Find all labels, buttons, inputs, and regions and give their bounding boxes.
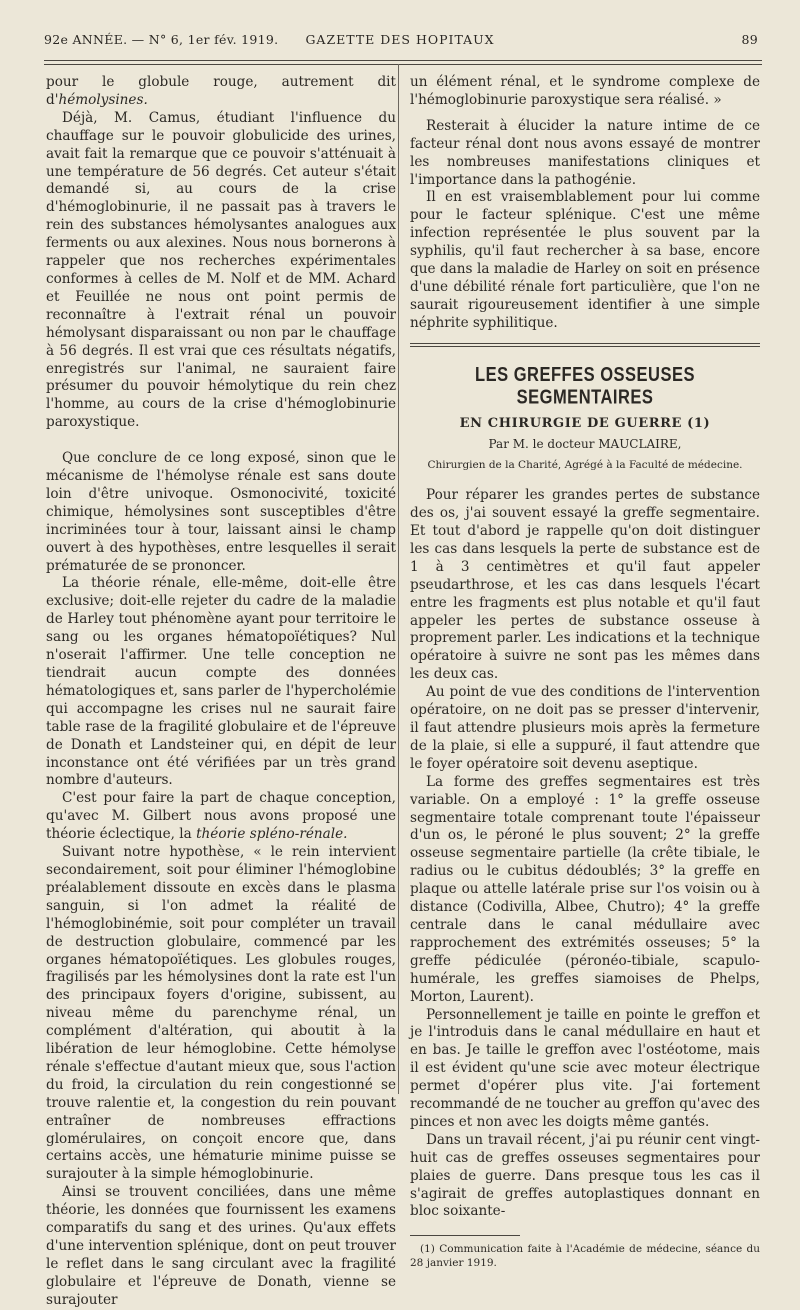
paragraph: Resterait à élucider la nature intime de ce facteur rénal dont nous avons essayé de montrer les nombreuses manifestations cliniques et l'importance dans la pathogénie. bbox=[410, 117, 760, 188]
issue-info: 92e ANNÉE. — N° 6, 1er fév. 1919. bbox=[44, 32, 279, 47]
paragraph: C'est pour faire la part de chaque conception, qu'avec M. Gilbert nous avons proposé une théorie éclectique, la théorie spléno-rénale. bbox=[46, 790, 396, 843]
author-affiliation: Chirurgien de la Charité, Agrégé à la Faculté de médecine. bbox=[427, 459, 743, 472]
paragraph: Pour réparer les grandes pertes de substance des os, j'ai souvent essayé la greffe segmentaire. Et tout d'abord je rappelle qu'on doit distinguer les cas dans lesquels la perte de substance est de 1 à 3 centimètres et qu'il faut appeler pseudarthrose, et les cas dans lesquels l'écart entre les fragments est plus notable et qu'il faut appeler les pertes de substance osseuse à proprement parler. Les indications et la technique opératoire à suivre ne sont pas les mêmes dans les deux cas. bbox=[410, 487, 760, 683]
paragraph: Ainsi se trouvent conciliées, dans une même théorie, les données que fournissent les examens comparatifs du sang et des urines. Qu'aux effets d'une intervention splénique, dont on peut trouver le reflet dans le sang circulant avec la fragilité globulaire et l'épreuve de Donath, vienne se surajouter bbox=[46, 1184, 396, 1308]
footnote-rule bbox=[410, 1235, 520, 1236]
article-subtitle: EN CHIRURGIE DE GUERRE (1) bbox=[459, 415, 711, 431]
paragraph: Dans un travail récent, j'ai pu réunir cent vingt-huit cas de greffes osseuses segmentaires pour plaies de guerre. Dans presque tous les cas il s'agirait de greffes autoplastiques donnant en bloc soixante- bbox=[410, 1131, 760, 1220]
header-rule-bottom bbox=[44, 64, 762, 65]
column-divider bbox=[398, 64, 399, 1094]
article-title: LES GREFFES OSSEUSES SEGMENTAIRES bbox=[475, 362, 695, 408]
paragraph: Que conclure de ce long exposé, sinon que le mécanisme de l'hémolyse rénale est sans doute loin d'être univoque. Osmonocivité, toxicité chimique, hémolysines sont susceptibles d'être incriminées tour à tour, laissant ainsi le champ ouvert à des hypothèses, entre lesquelles il serait prématurée de se prononcer. bbox=[46, 450, 396, 574]
footnote: (1) Communication faite à l'Académie de médecine, séance du 28 janvier 1919. bbox=[410, 1243, 760, 1270]
paragraph: un élément rénal, et le syndrome complexe de l'hémoglobinurie paroxystique sera réalisé. » bbox=[410, 74, 760, 108]
left-column bbox=[46, 74, 396, 1310]
paragraph: Déjà, M. Camus, étudiant l'influence du chauffage sur le pouvoir globulicide des urines, avait fait la remarque que ce pouvoir s'atténuait à une température de 56 degrés. Cet auteur s'était demandé si, au cours de la crise d'hémoglobinurie, il ne passait pas à travers le rein des substances hémolysantes analogues aux ferments ou aux alexines. Nous nous bornerons à rappeler que nos recherches expérimentales conformes à celles de M. Nolf et de MM. Achard et Feuillée ne nous ont point permis de reconnaître à l'extrait rénal un pouvoir hémolysant disparaissant ou non par le chauffage à 56 degrés. Il est vrai que ces résultats négatifs, enregistrés sur l'animal, ne sauraient faire présumer du pouvoir hémolytique du rein chez l'homme, au cours de la crise d'hémoglobinurie paroxystique. bbox=[46, 109, 396, 431]
article-author: Par M. le docteur MAUCLAIRE, bbox=[488, 437, 682, 452]
section-divider bbox=[410, 343, 760, 347]
header-rule-top bbox=[44, 60, 762, 61]
paragraph: Au point de vue des conditions de l'intervention opératoire, on ne doit pas se presser d'intervenir, il faut attendre plusieurs mois après la fermeture de la plaie, si elle a suppuré, il faut attendre que le foyer opératoire soit devenu aseptique. bbox=[410, 684, 760, 772]
paragraph: pour le globule rouge, autrement dit d'hémolysines. bbox=[46, 74, 396, 108]
paragraph: La forme des greffes segmentaires est très variable. On a employé : 1° la greffe osseuse segmentaire totale comprenant toute l'épaisseur d'un os, le péroné le plus souvent; 2° la greffe osseuse segmentaire partielle (la crête tibiale, le radius ou le cubitus dédoublés; 3° la greffe en plaque ou attelle latérale prise sur l'os voisin ou à distance (Codivilla, Albee, Chutro); 4° la greffe centrale dans le canal médullaire avec rapprochement des extrémités osseuses; 5° la greffe pédiculée (péronéo-tibiale, scapulo-humérale, les greffes siamoises de Phelps, Morton, Laurent). bbox=[410, 773, 760, 1005]
paragraph: Suivant notre hypothèse, « le rein intervient secondairement, soit pour éliminer l'hémoglobine préalablement dissoute en excès dans le plasma sanguin, si l'on admet la réalité de l'hémoglobinémie, soit pour compléter un travail de destruction globulaire, commencé par les organes hématopoïétiques. Les globules rouges, fragilisés par les hémolysines dont la rate est l'un des principaux foyers d'origine, subissent, au niveau même du parenchyme rénal, un complément d'altération, qui aboutit à la libération de leur hémoglobine. Cette hémolyse rénale s'effectue d'autant mieux que, sous l'action du froid, la circulation du rein congestionné se trouve ralentie et, la congestion du rein pouvant entraîner de nombreuses effractions glomérulaires, on conçoit encore que, dans certains accès, une hématurie minime puisse se surajouter à la simple hémoglobinurie. bbox=[46, 844, 396, 1183]
paragraph: Personnellement je taille en pointe le greffon et je l'introduis dans le canal médullaire en haut et en bas. Je taille le greffon avec l'ostéotome, mais il est évident qu'une scie avec moteur électrique permet d'opérer plus vite. J'ai fortement recommandé de ne toucher au greffon qu'avec des pinces et non avec les doigts même gantés. bbox=[410, 1006, 760, 1130]
page-number: 89 bbox=[741, 32, 758, 47]
right-column bbox=[410, 74, 760, 1270]
paragraph: Il en est vraisemblablement pour lui comme pour le facteur splénique. C'est une même infection représentée le plus souvent par la syphilis, qu'il faut rechercher à sa base, encore que dans la maladie de Harley on soit en présence d'une débilité rénale fort particulière, que l'on ne saurait rigoureusement identifier à une simple néphrite syphilitique. bbox=[410, 189, 760, 331]
paragraph: La théorie rénale, elle-même, doit-elle être exclusive; doit-elle rejeter du cadre de la maladie de Harley tout phénomène ayant pour territoire le sang ou les organes hématopoïétiques? Nul n'oserait l'affirmer. Une telle conception ne tiendrait aucun compte des données hématologiques et, sans parler de l'hypercholémie qui accompagne les crises nul ne saurait faire table rase de la fragilité globulaire et de l'épreuve de Donath et Landsteiner qui, en dépit de leur inconstance ont été vérifiées par un très grand nombre d'auteurs. bbox=[46, 575, 396, 789]
journal-title: GAZETTE DES HOPITAUX bbox=[305, 32, 495, 47]
